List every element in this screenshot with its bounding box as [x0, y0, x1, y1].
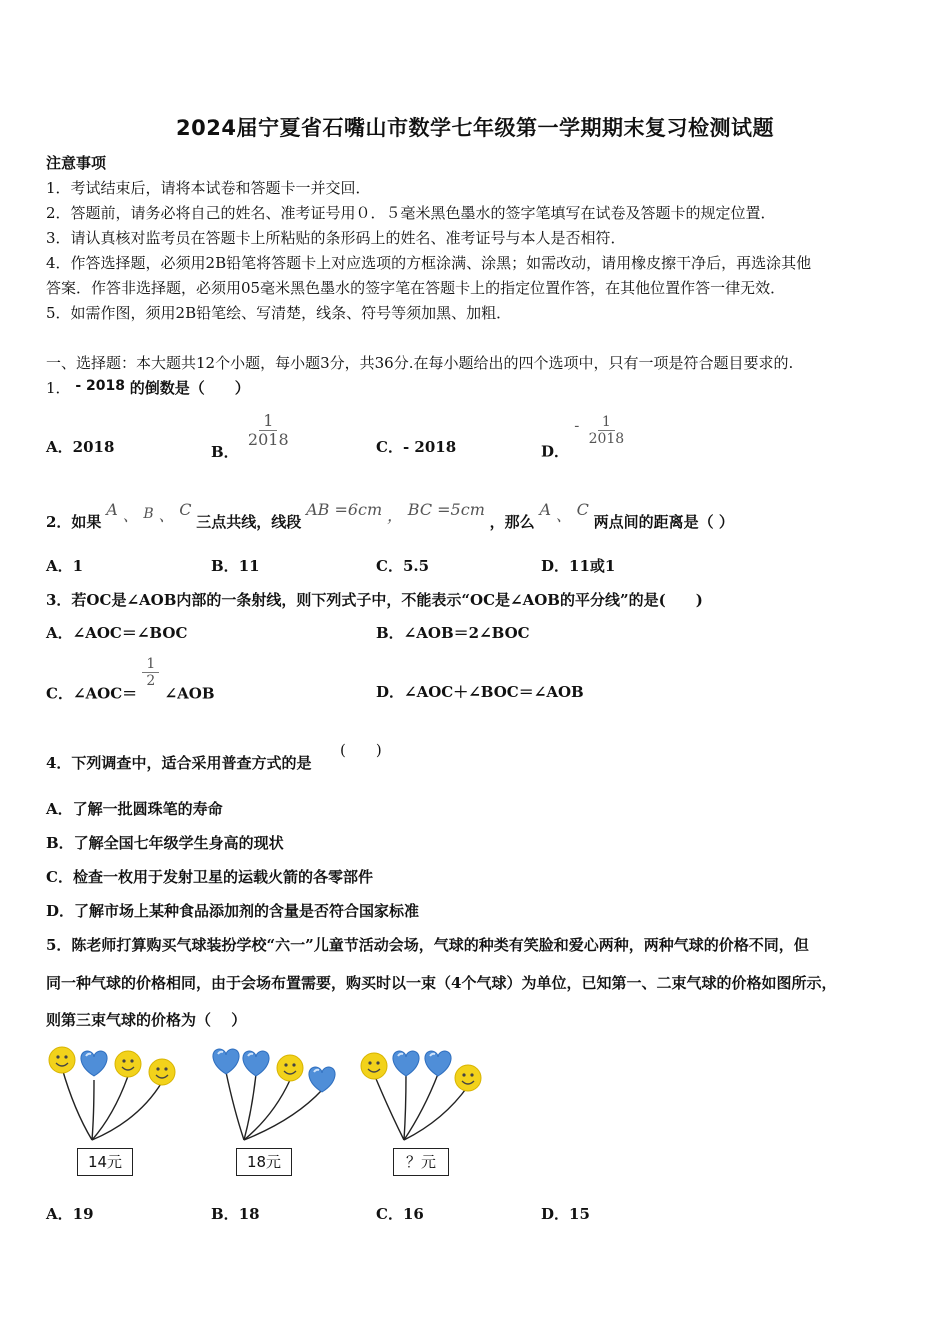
option-b: B．∠AOB＝2∠BOC [376, 624, 530, 642]
option-b: B．了解全国七年级学生身高的现状 [46, 834, 284, 852]
option-value: 1 [72, 557, 84, 575]
notice-item: 答案．作答非选择题，必须用05毫米黑色墨水的签字笔在答题卡上的指定位置作答，在其他位置作答一律无效． [46, 279, 786, 297]
smiley-balloon-icon [49, 1047, 75, 1073]
option-b [211, 412, 293, 462]
question-5-line: 则第三束气球的价格为（ ） [46, 1011, 247, 1029]
page-title: 2024届宁夏省石嘴山市数学七年级第一学期期末复习检测试题 [176, 116, 774, 140]
option-a: A．了解一批圆珠笔的寿命 [46, 800, 223, 818]
fraction-denominator: 2 [146, 673, 156, 690]
separator: ， [386, 506, 403, 525]
option-b [211, 555, 260, 576]
question-5-line: 同一种气球的价格相同，由于会场布置需要，购买时以一束（4个气球）为单位，已知第一、二束气球的价格如图所示， [46, 974, 837, 992]
price-tag-2: 18元 [236, 1148, 292, 1176]
heart-balloon-icon [309, 1067, 335, 1092]
heart-balloon-icon [393, 1051, 419, 1076]
option-value: ∠AOB [164, 684, 215, 703]
option-label: C． [376, 1205, 403, 1223]
math-point: C [179, 500, 192, 519]
question-text: 两点间的距离是（ ） [593, 513, 734, 531]
option-value: 11 [238, 557, 260, 575]
fraction-numerator: 1 [142, 656, 159, 673]
option-d: D．了解市场上某种食品添加剂的含量是否符合国家标准 [46, 902, 420, 920]
math-point: A [539, 500, 552, 519]
smiley-balloon-icon [149, 1059, 175, 1085]
math-expression: BC =5cm [407, 500, 485, 519]
smiley-balloon-icon [455, 1065, 481, 1091]
math-expression: AB =6cm [306, 500, 383, 519]
option-a [46, 436, 114, 457]
fraction [142, 656, 159, 689]
option-label: A． [46, 1205, 73, 1223]
option-c [46, 656, 215, 704]
heart-balloon-icon [81, 1051, 107, 1076]
option-label: D． [541, 557, 570, 575]
math-point: A [106, 500, 118, 519]
question-text: 三点共线，线段 [196, 513, 302, 531]
option-a: A．∠AOC＝∠BOC [46, 624, 188, 642]
option-label: B． [211, 1205, 239, 1223]
option-c [376, 1203, 424, 1224]
fraction-denominator: 2018 [247, 430, 289, 450]
option-c: C．检查一枚用于发射卫星的运载火箭的各零部件 [46, 868, 373, 886]
minus-sign: - [574, 416, 580, 435]
question-5-line: 5．陈老师打算购买气球装扮学校“六一”儿童节活动会场，气球的种类有笑脸和爱心两种，两种气球的价格不同，但 [46, 936, 809, 954]
math-point: C [576, 500, 589, 519]
option-a [46, 555, 83, 576]
option-label: A． [46, 438, 73, 456]
option-label: B． [211, 442, 239, 461]
option-label: C． [376, 557, 403, 575]
option-a [46, 1203, 94, 1224]
option-value: 2018 [72, 438, 115, 456]
option-c [376, 436, 456, 457]
option-value: 16 [402, 1205, 424, 1223]
notice-item: 3．请认真核对监考员在答题卡上所粘贴的条形码上的姓名、准考证号与本人是否相符． [46, 229, 626, 247]
option-label: D． [541, 442, 570, 461]
answer-paren: ( ) [340, 741, 382, 759]
heart-balloon-icon [213, 1049, 239, 1074]
option-value: 15 [569, 1205, 590, 1223]
option-c [376, 555, 429, 576]
separator: 、 [555, 506, 572, 525]
balloon-bunch-2 [213, 1049, 335, 1140]
option-d: D．∠AOC＋∠BOC＝∠AOB [376, 683, 584, 701]
option-label: C． [376, 438, 403, 456]
question-text: ，那么 [489, 513, 535, 531]
fraction-numerator: 1 [598, 414, 615, 431]
balloon-bunch-1 [49, 1047, 175, 1140]
option-b [211, 1203, 260, 1224]
question-2-stem [46, 497, 734, 531]
price-tag-1: 14元 [77, 1148, 133, 1176]
question-3-stem: 3．若OC是∠AOB内部的一条射线，则下列式子中，不能表示“OC是∠AOB的平分线”的是( ) [46, 591, 703, 609]
option-label: B． [211, 557, 239, 575]
separator: 、 [122, 506, 139, 525]
fraction-denominator: 2018 [588, 431, 625, 448]
option-value: 5.5 [402, 557, 430, 575]
option-value: 11或1 [569, 557, 616, 575]
option-value: 19 [72, 1205, 94, 1223]
price-tag-3: ？元 [393, 1148, 449, 1176]
separator: 、 [158, 506, 175, 525]
question-4-stem: 4．下列调查中，适合采用普查方式的是 [46, 754, 312, 772]
option-label: C．∠AOC＝ [46, 684, 138, 703]
option-value: 18 [238, 1205, 260, 1223]
option-d [541, 414, 628, 462]
fraction [244, 412, 293, 450]
smiley-balloon-icon [115, 1051, 141, 1077]
math-point: B [143, 506, 154, 522]
notice-item: 5．如需作图，须用2B铅笔绘、写清楚，线条、符号等须加黑、加粗． [46, 304, 512, 322]
balloon-bunch-3 [361, 1051, 481, 1140]
section-heading: 一、选择题：本大题共12个小题，每小题3分，共36分.在每小题给出的四个选项中，只有一项是符合题目要求的. [46, 354, 794, 372]
question-text: 的倒数是（ ） [129, 379, 250, 397]
question-1-stem [46, 377, 250, 398]
option-value: - 2018 [402, 438, 457, 456]
math-expression: - 2018 [75, 378, 125, 394]
notice-item: 2．答题前，请务必将自己的姓名、准考证号用０．５毫米黑色墨水的签字笔填写在试卷及答题卡的规定位置． [46, 204, 776, 222]
fraction-numerator: 1 [259, 412, 277, 431]
question-number: 1． [46, 379, 71, 397]
notice-heading: 注意事项 [46, 154, 107, 172]
option-label: A． [46, 557, 73, 575]
heart-balloon-icon [243, 1051, 269, 1076]
notice-item: 1．考试结束后，请将本试卷和答题卡一并交回． [46, 179, 371, 197]
smiley-balloon-icon [277, 1055, 303, 1081]
option-d [541, 555, 615, 576]
question-text: 2．如果 [46, 513, 102, 531]
heart-balloon-icon [425, 1051, 451, 1076]
smiley-balloon-icon [361, 1053, 387, 1079]
option-d [541, 1203, 590, 1224]
fraction [585, 414, 629, 447]
option-label: D． [541, 1205, 570, 1223]
notice-item: 4．作答选择题，必须用2B铅笔将答题卡上对应选项的方框涂满、涂黑；如需改动，请用橡皮擦干净后，再选涂其他 [46, 254, 812, 272]
